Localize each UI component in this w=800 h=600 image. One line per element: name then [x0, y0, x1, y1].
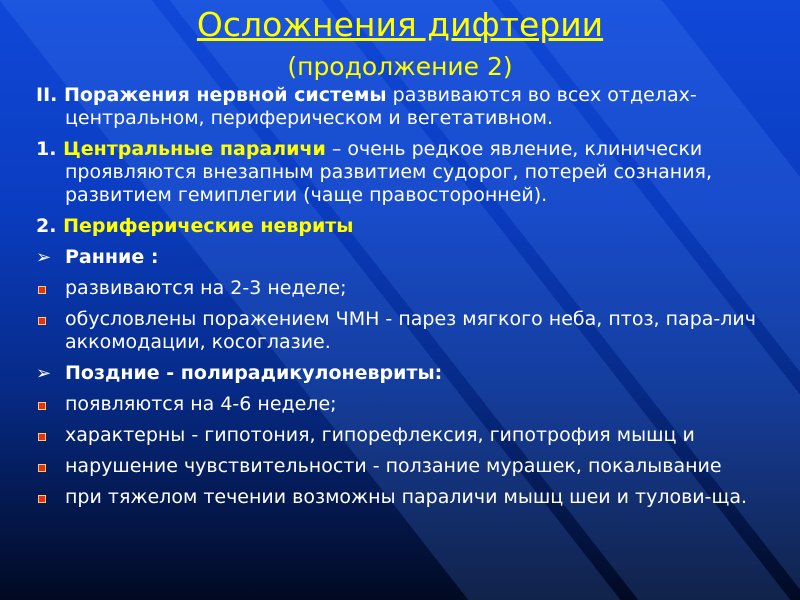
list-item-text: при тяжелом течении возможны параличи мышц шеи и тулови-ща.: [65, 486, 748, 508]
square-bullet-icon: [38, 317, 46, 325]
slide-subtitle: (продолжение 2): [287, 52, 513, 81]
list-heading-early: [36, 246, 772, 269]
list-heading-label: Ранние :: [65, 246, 159, 268]
slide-content: [36, 84, 772, 517]
list-item: [36, 277, 772, 300]
list-item-text: обусловлены поражением ЧМН - парез мягкого неба, птоз, пара-лич аккомодации, косоглазие.: [65, 308, 756, 353]
paragraph-peripheral-neuritis: [36, 215, 772, 238]
square-bullet-icon: [38, 286, 46, 294]
list-item-text: нарушение чувствительности - ползание мурашек, покалывание: [65, 455, 722, 477]
list-item: [36, 393, 772, 416]
arrow-bullet-icon: ➢: [36, 363, 52, 384]
paragraph-lead: Центральные параличи: [63, 138, 326, 160]
list-item-text: характерны - гипотония, гипорефлексия, гипотрофия мышц и: [65, 424, 695, 446]
paragraph-central-paralysis: [36, 138, 772, 207]
list-item-text: появляются на 4-6 неделе;: [65, 393, 337, 415]
square-bullet-icon: [38, 433, 46, 441]
paragraph-number: 2.: [36, 215, 64, 237]
list-item: [36, 308, 772, 354]
square-bullet-icon: [38, 464, 46, 472]
slide-title: Осложнения дифтерии: [196, 5, 604, 44]
list-item: [36, 455, 772, 478]
paragraph-number: 1.: [36, 138, 64, 160]
list-heading-late: [36, 362, 772, 385]
paragraph-text: – очень редкое явление, клинически проявляются внезапным развитием судорог, потерей сознания, развитием гемиплегии (чаще правосторонней).: [65, 138, 713, 206]
list-heading-label: Поздние - полирадикулоневриты:: [65, 362, 443, 384]
list-item: [36, 424, 772, 447]
paragraph-text: развиваются во всех отделах- центральном, периферическом и вегетативном.: [65, 84, 697, 129]
arrow-bullet-icon: ➢: [36, 247, 52, 268]
paragraph-nervous-system: [36, 84, 772, 130]
square-bullet-icon: [38, 402, 46, 410]
square-bullet-icon: [38, 495, 46, 503]
paragraph-lead: II. Поражения нервной системы: [36, 84, 387, 106]
list-item-text: развиваются на 2-3 неделе;: [65, 277, 347, 299]
list-item: [36, 486, 772, 509]
paragraph-lead: Периферические невриты: [63, 215, 354, 237]
